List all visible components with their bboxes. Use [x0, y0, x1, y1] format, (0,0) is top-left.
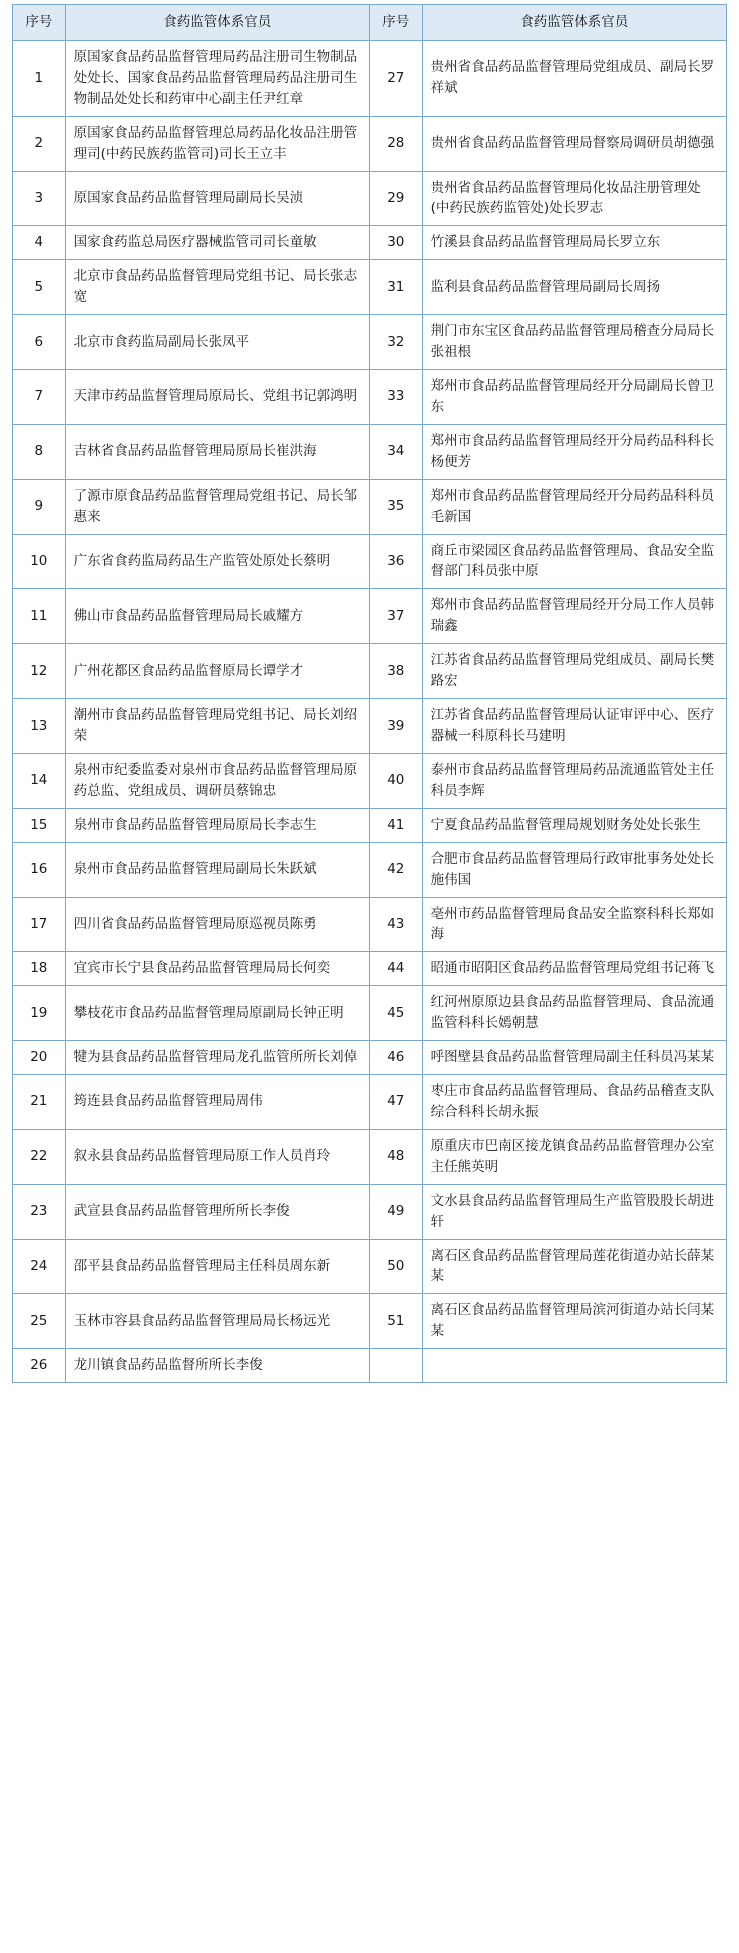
- row-index-left: 23: [13, 1184, 66, 1239]
- table-row: [13, 171, 727, 226]
- official-name-left: 北京市食药监局副局长张凤平: [65, 315, 369, 370]
- table-row: [13, 315, 727, 370]
- officials-table: [12, 4, 727, 1383]
- official-name-right: 亳州市药品监督管理局食品安全监察科科长郑如海: [422, 897, 726, 952]
- table-row: [13, 1239, 727, 1294]
- row-index-right: 51: [369, 1294, 422, 1349]
- table-row: [13, 1349, 727, 1383]
- official-name-right: 宁夏食品药品监督管理局规划财务处处长张生: [422, 808, 726, 842]
- row-index-left: 11: [13, 589, 66, 644]
- row-index-right: 42: [369, 842, 422, 897]
- official-name-left: 潮州市食品药品监督管理局党组书记、局长刘绍荣: [65, 699, 369, 754]
- table-header: [13, 5, 727, 41]
- table-row: [13, 897, 727, 952]
- official-name-right: 贵州省食品药品监督管理局督察局调研员胡德强: [422, 116, 726, 171]
- official-name-left: 武宣县食品药品监督管理所所长李俊: [65, 1184, 369, 1239]
- table-row: [13, 1129, 727, 1184]
- official-name-left: 北京市食品药品监督管理局党组书记、局长张志宽: [65, 260, 369, 315]
- table-row: [13, 534, 727, 589]
- official-name-left: 天津市药品监督管理局原局长、党组书记郭鸿明: [65, 369, 369, 424]
- row-index-right: 27: [369, 40, 422, 116]
- official-name-left: 泉州市纪委监委对泉州市食品药品监督管理局原药总监、党组成员、调研员蔡锦忠: [65, 753, 369, 808]
- table-row: [13, 260, 727, 315]
- row-index-left: 1: [13, 40, 66, 116]
- row-index-left: 24: [13, 1239, 66, 1294]
- official-name-left: 龙川镇食品药品监督所所长李俊: [65, 1349, 369, 1383]
- row-index-right: 32: [369, 315, 422, 370]
- official-name-left: 四川省食品药品监督管理局原巡视员陈勇: [65, 897, 369, 952]
- official-name-right: 文水县食品药品监督管理局生产监管股股长胡进轩: [422, 1184, 726, 1239]
- official-name-right: 监利县食品药品监督管理局副局长周扬: [422, 260, 726, 315]
- table-row: [13, 699, 727, 754]
- row-index-left: 13: [13, 699, 66, 754]
- official-name-left: 玉林市容县食品药品监督管理局局长杨远光: [65, 1294, 369, 1349]
- official-name-left: 广州花都区食品药品监督原局长谭学才: [65, 644, 369, 699]
- official-name-right: 原重庆市巴南区接龙镇食品药品监督管理办公室主任熊英明: [422, 1129, 726, 1184]
- official-name-right: 红河州原原边县食品药品监督管理局、食品流通监管科科长嫣朝慧: [422, 986, 726, 1041]
- row-index-right: 36: [369, 534, 422, 589]
- row-index-left: 14: [13, 753, 66, 808]
- official-name-right: 昭通市昭阳区食品药品监督管理局党组书记蒋飞: [422, 952, 726, 986]
- table-row: [13, 842, 727, 897]
- row-index-right: 39: [369, 699, 422, 754]
- row-index-left: 7: [13, 369, 66, 424]
- official-name-left: 泉州市食品药品监督管理局原局长李志生: [65, 808, 369, 842]
- row-index-left: 4: [13, 226, 66, 260]
- row-index-left: 16: [13, 842, 66, 897]
- table-row: [13, 808, 727, 842]
- row-index-right: 49: [369, 1184, 422, 1239]
- official-name-left: 泉州市食品药品监督管理局副局长朱跃斌: [65, 842, 369, 897]
- table-row: [13, 40, 727, 116]
- row-index-left: 8: [13, 424, 66, 479]
- table-row: [13, 424, 727, 479]
- row-index-right: 41: [369, 808, 422, 842]
- official-name-left: 邵平县食品药品监督管理局主任科员周东新: [65, 1239, 369, 1294]
- official-name-left: 宜宾市长宁县食品药品监督管理局局长何奕: [65, 952, 369, 986]
- official-name-right: 竹溪县食品药品监督管理局局长罗立东: [422, 226, 726, 260]
- row-index-right: 33: [369, 369, 422, 424]
- table-row: [13, 753, 727, 808]
- row-index-right: 48: [369, 1129, 422, 1184]
- row-index-right: 37: [369, 589, 422, 644]
- table-row: [13, 986, 727, 1041]
- column-header-left-name: 食药监管体系官员: [65, 5, 369, 41]
- official-name-right: 合肥市食品药品监督管理局行政审批事务处处长施伟国: [422, 842, 726, 897]
- table-row: [13, 952, 727, 986]
- official-name-right: 呼图壁县食品药品监督管理局副主任科员冯某某: [422, 1041, 726, 1075]
- row-index-right: 50: [369, 1239, 422, 1294]
- row-index-right: 46: [369, 1041, 422, 1075]
- official-name-left: 吉林省食品药品监督管理局原局长崔洪海: [65, 424, 369, 479]
- row-index-right: 28: [369, 116, 422, 171]
- row-index-left: 25: [13, 1294, 66, 1349]
- table-row: [13, 226, 727, 260]
- row-index-right: 29: [369, 171, 422, 226]
- row-index-right: 45: [369, 986, 422, 1041]
- row-index-right: 40: [369, 753, 422, 808]
- row-index-left: 3: [13, 171, 66, 226]
- row-index-left: 22: [13, 1129, 66, 1184]
- official-name-left: 犍为县食品药品监督管理局龙孔监管所所长刘倬: [65, 1041, 369, 1075]
- row-index-left: 15: [13, 808, 66, 842]
- table-header-row: [13, 5, 727, 41]
- row-index-right-empty: [369, 1349, 422, 1383]
- official-name-right: 枣庄市食品药品监督管理局、食品药品稽查支队综合科科长胡永振: [422, 1075, 726, 1130]
- column-header-left-num: 序号: [13, 5, 66, 41]
- table-row: [13, 116, 727, 171]
- official-name-left: 叙永县食品药品监督管理局原工作人员肖玲: [65, 1129, 369, 1184]
- official-name-right: 江苏省食品药品监督管理局认证审评中心、医疗器械一科原科长马建明: [422, 699, 726, 754]
- row-index-left: 17: [13, 897, 66, 952]
- row-index-right: 43: [369, 897, 422, 952]
- row-index-left: 10: [13, 534, 66, 589]
- table-row: [13, 1184, 727, 1239]
- row-index-right: 35: [369, 479, 422, 534]
- row-index-left: 6: [13, 315, 66, 370]
- official-name-left: 佛山市食品药品监督管理局局长戚耀方: [65, 589, 369, 644]
- row-index-right: 31: [369, 260, 422, 315]
- row-index-left: 5: [13, 260, 66, 315]
- official-name-left: 原国家食品药品监督管理局副局长吴浈: [65, 171, 369, 226]
- official-name-left: 原国家食品药品监督管理局药品注册司生物制品处处长、国家食品药品监督管理局药品注册司生物制品处处长和药审中心副主任尹红章: [65, 40, 369, 116]
- row-index-right: 34: [369, 424, 422, 479]
- table-row: [13, 1075, 727, 1130]
- official-name-right: 荆门市东宝区食品药品监督管理局稽查分局局长张祖根: [422, 315, 726, 370]
- official-name-left: 广东省食药监局药品生产监管处原处长蔡明: [65, 534, 369, 589]
- row-index-left: 26: [13, 1349, 66, 1383]
- official-name-left: 原国家食品药品监督管理总局药品化妆品注册管理司(中药民族药监管司)司长王立丰: [65, 116, 369, 171]
- row-index-right: 30: [369, 226, 422, 260]
- row-index-right: 44: [369, 952, 422, 986]
- official-name-right: 江苏省食品药品监督管理局党组成员、副局长樊路宏: [422, 644, 726, 699]
- official-name-right: 泰州市食品药品监督管理局药品流通监管处主任科员李辉: [422, 753, 726, 808]
- official-name-right: 离石区食品药品监督管理局滨河街道办站长闫某某: [422, 1294, 726, 1349]
- row-index-right: 47: [369, 1075, 422, 1130]
- table-row: [13, 1041, 727, 1075]
- official-name-right: 郑州市食品药品监督管理局经开分局副局长曾卫东: [422, 369, 726, 424]
- table-row: [13, 589, 727, 644]
- official-name-right: 商丘市梁园区食品药品监督管理局、食品安全监督部门科员张中原: [422, 534, 726, 589]
- official-name-right: 贵州省食品药品监督管理局化妆品注册管理处(中药民族药监管处)处长罗志: [422, 171, 726, 226]
- table-body: [13, 40, 727, 1382]
- official-name-left: 筠连县食品药品监督管理局周伟: [65, 1075, 369, 1130]
- row-index-left: 19: [13, 986, 66, 1041]
- official-name-left: 了源市原食品药品监督管理局党组书记、局长邹惠来: [65, 479, 369, 534]
- official-name-right: 郑州市食品药品监督管理局经开分局药品科科员毛新国: [422, 479, 726, 534]
- official-name-left: 攀枝花市食品药品监督管理局原副局长钟正明: [65, 986, 369, 1041]
- official-name-right: 郑州市食品药品监督管理局经开分局药品科科长杨便芳: [422, 424, 726, 479]
- official-name-right: 贵州省食品药品监督管理局党组成员、副局长罗祥斌: [422, 40, 726, 116]
- table-row: [13, 479, 727, 534]
- row-index-left: 9: [13, 479, 66, 534]
- column-header-right-num: 序号: [369, 5, 422, 41]
- table-row: [13, 369, 727, 424]
- row-index-left: 12: [13, 644, 66, 699]
- row-index-right: 38: [369, 644, 422, 699]
- official-name-right: 郑州市食品药品监督管理局经开分局工作人员韩瑞鑫: [422, 589, 726, 644]
- official-name-left: 国家食药监总局医疗器械监管司司长童敏: [65, 226, 369, 260]
- table-row: [13, 1294, 727, 1349]
- row-index-left: 21: [13, 1075, 66, 1130]
- row-index-left: 20: [13, 1041, 66, 1075]
- official-name-right: 离石区食品药品监督管理局莲花街道办站长薛某某: [422, 1239, 726, 1294]
- row-index-left: 2: [13, 116, 66, 171]
- official-name-right-empty: [422, 1349, 726, 1383]
- row-index-left: 18: [13, 952, 66, 986]
- column-header-right-name: 食药监管体系官员: [422, 5, 726, 41]
- table-row: [13, 644, 727, 699]
